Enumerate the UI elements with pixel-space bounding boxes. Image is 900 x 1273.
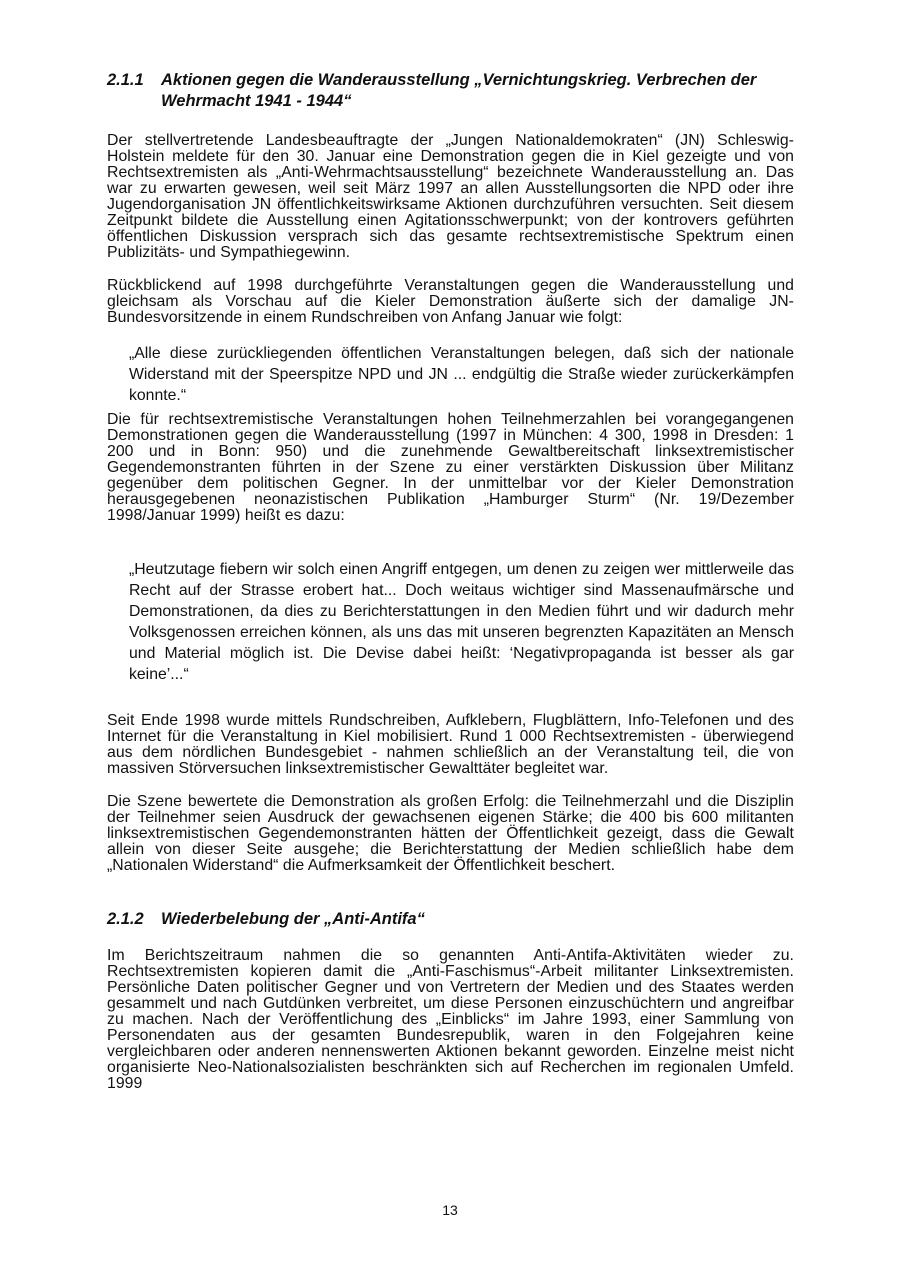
- section-number: 2.1.2: [107, 910, 144, 928]
- section-title: Wiederbelebung der „Anti-Antifa“: [161, 910, 425, 928]
- section-title: Aktionen gegen die Wanderausstellung „Vernichtungskrieg. Verbrechen der Wehrmacht 1941 - 1944“: [161, 71, 757, 110]
- paragraph: Der stellvertretende Landesbeauftragte der „Jungen Nationaldemokraten“ (JN) Schleswig-Holstein meldete für den 30. Januar eine Demonstration gegen die in Kiel gezeigte und von Rechtsextremisten als „Anti-Wehrmachtsausstellung“ bezeichnete Wanderausstellung an. Das war zu erwarten gewesen, weil seit März 1997 an allen Ausstellungsorten die NPD oder ihre Jugendorganisation JN öffentlichkeitswirksame Aktionen durchzuführen versuchten. Seit diesem Zeitpunkt bildete die Ausstellung einen Agitationsschwerpunkt; von der kontrovers geführten öffentlichen Diskussion versprach sich das gesamte rechtsextremistische Spektrum einen Publizitäts- und Sympathiegewinn.: [107, 132, 794, 261]
- section-heading-2-1-1: [107, 70, 794, 112]
- page-number: 13: [442, 1202, 458, 1218]
- paragraph: Die für rechtsextremistische Veranstaltungen hohen Teilnehmerzahlen bei vorangegangenen Demonstrationen gegen die Wanderausstellung (1997 in München: 4 300, 1998 in Dresden: 1 200 und in Bonn: 950) und die zunehmende Gewaltbereitschaft linksextremistischer Gegendemonstranten führten in der Szene zu einer verstärkten Diskussion über Militanz gegenüber dem politischen Gegner. In der unmittelbar vor der Kieler Demonstration herausgegebenen neonazistischen Publikation „Hamburger Sturm“ (Nr. 19/Dezember 1998/Januar 1999) heißt es dazu:: [107, 411, 794, 524]
- paragraph: Seit Ende 1998 wurde mittels Rundschreiben, Aufklebern, Flugblättern, Info-Telefonen und des Internet für die Veranstaltung in Kiel mobilisiert. Rund 1 000 Rechtsextremisten - überwiegend aus dem nördlichen Bundesgebiet - nahmen schließlich an der Veranstaltung teil, die von massiven Störversuchen linksextremistischer Gewalttäter begleitet war.: [107, 712, 794, 777]
- document-page: [107, 70, 794, 1092]
- section-number: 2.1.1: [107, 71, 144, 89]
- section-heading-2-1-2: [107, 909, 794, 930]
- block-quote: „Heutzutage fiebern wir solch einen Angriff entgegen, um denen zu zeigen wer mittlerweile das Recht auf der Strasse erobert hat... Doch weitaus wichtiger sind Massenaufmärsche und Demonstrationen, da dies zu Berichterstattungen in den Medien führt und wir dadurch mehr Volksgenossen erreichen können, als uns das mit unseren begrenzten Kapazitäten an Mensch und Material möglich ist. Die Devise dabei heißt: ‘Negativpropaganda ist besser als gar keine’...“: [129, 561, 794, 683]
- block-quote: „Alle diese zurückliegenden öffentlichen Veranstaltungen belegen, daß sich der nationale Widerstand mit der Speerspitze NPD und JN ... endgültig die Straße wieder zurückerkämpfen konnte.“: [129, 345, 794, 404]
- paragraph: Die Szene bewertete die Demonstration als großen Erfolg: die Teilnehmerzahl und die Disziplin der Teilnehmer seien Ausdruck der gewachsenen eigenen Stärke; die 400 bis 600 militanten linksextremistischen Gegendemonstranten hätten der Öffentlichkeit gezeigt, dass die Gewalt allein von dieser Seite ausgehe; die Berichterstattung der Medien schließlich habe dem „Nationalen Widerstand“ die Aufmerksamkeit der Öffentlichkeit beschert.: [107, 793, 794, 874]
- paragraph: Rückblickend auf 1998 durchgeführte Veranstaltungen gegen die Wanderausstellung und gleichsam als Vorschau auf die Kieler Demonstration äußerte sich der damalige JN-Bundesvorsitzende in einem Rundschreiben von Anfang Januar wie folgt:: [107, 277, 794, 326]
- paragraph: Im Berichtszeitraum nahmen die so genannten Anti-Antifa-Aktivitäten wieder zu. Rechtsextremisten kopieren damit die „Anti-Faschismus“-Arbeit militanter Linksextremisten. Persönliche Daten politischer Gegner und von Vertretern der Medien und des Staates werden gesammelt und nach Gutdünken verbreitet, um diese Personen einzuschüchtern und angreifbar zu machen. Nach der Veröffentlichung des „Einblicks“ im Jahre 1993, einer Sammlung von Personendaten aus der gesamten Bundesrepublik, waren in den Folgejahren keine vergleichbaren oder anderen nennenswerten Aktionen bekannt geworden. Einzelne meist nicht organisierte Neo-Nationalsozialisten beschränkten sich auf Recherchen im regionalen Umfeld. 1999: [107, 947, 794, 1092]
